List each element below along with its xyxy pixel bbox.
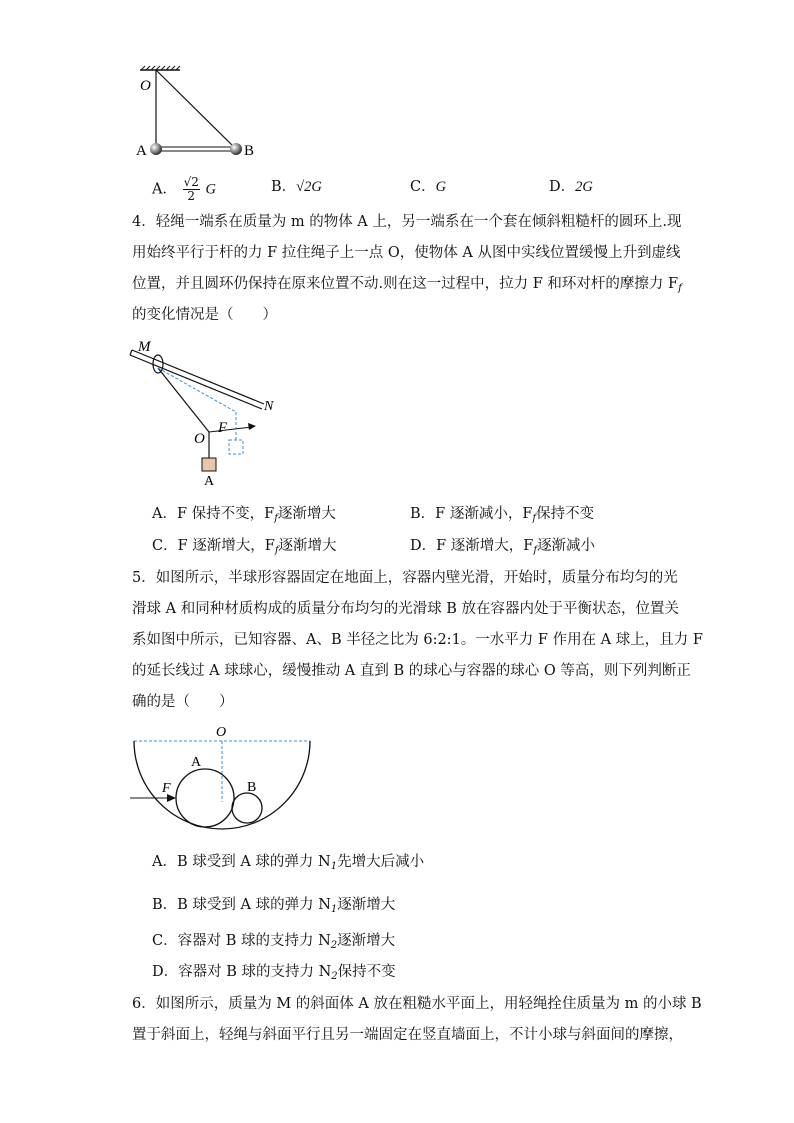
ball-b [232, 793, 262, 823]
force-arrow [209, 427, 252, 432]
ball-a [150, 143, 162, 155]
q4-option-c: C．F 逐渐增大，$F_f$逐渐增大 [152, 538, 337, 556]
q6-line-1: 6．如图所示，质量为 M 的斜面体 A 放在粗糙水平面上，用轻绳拴住质量为 m 的小球 B [132, 996, 702, 1012]
q5-line-5: 确的是（ ） [132, 694, 234, 710]
q4-option-d: D．F 逐渐增大，$F_f$逐渐减小 [410, 538, 596, 556]
rope-solid [158, 368, 209, 432]
inclined-rod [130, 350, 264, 409]
label-a: A [191, 755, 202, 770]
q3-figure [130, 60, 270, 170]
label-b: B [244, 143, 255, 159]
label-f: F [162, 781, 171, 796]
rope-dashed [158, 368, 236, 412]
q4-option-a: A．F 保持不变，$F_f$逐渐增大 [152, 506, 336, 524]
q4-line-1: 4．轻绳一端系在质量为 m 的物体 A 上，另一端系在一个套在倾斜粗糙杆的圆环上.现 [132, 214, 682, 230]
label-o: O [216, 725, 227, 740]
q3-option-d: D．2G [549, 179, 593, 195]
block-a [202, 458, 216, 471]
q3-option-b: B．√2G [271, 179, 322, 195]
ceiling-hatch [140, 66, 180, 70]
label-o: O [194, 431, 205, 447]
label-o: O [140, 78, 151, 94]
q5-option-b: B．B 球受到 A 球的弹力 $N_1$逐渐增大 [152, 897, 396, 915]
q5-figure [128, 722, 318, 832]
label-f: F [218, 420, 228, 436]
q3-option-c: C．G [410, 179, 447, 195]
hemisphere-container [134, 741, 310, 829]
q4-option-b: B．F 逐渐减小，$F_f$保持不变 [410, 506, 595, 524]
q6-line-2: 置于斜面上，轻绳与斜面平行且另一端固定在竖直墙面上，不计小球与斜面间的摩擦， [132, 1027, 683, 1043]
label-b: B [247, 780, 257, 795]
q3-option-a: A． $\frac{√2}{2}$ G [152, 175, 216, 203]
q5-line-4: 的延长线过 A 球球心，缓慢推动 A 直到 B 的球心与容器的球心 O 等高，则下列判断正 [132, 663, 691, 679]
ball-b [230, 143, 242, 155]
q5-option-a: A．B 球受到 A 球的弹力 $N_1$先增大后减小 [152, 854, 425, 872]
q4-line-2: 用始终平行于杆的力 F 拉住绳子上一点 O，使物体 A 从图中实线位置缓慢上升到虚线 [132, 245, 681, 261]
label-n: N [264, 399, 274, 414]
q5-option-c: C．容器对 B 球的支持力 $N_2$逐渐增大 [152, 933, 396, 951]
fraction: $\frac{√2}{2}$ [183, 175, 199, 203]
q5-option-d: D．容器对 B 球的支持力 $N_2$保持不变 [152, 964, 396, 982]
q4-line-4: 的变化情况是（ ） [132, 307, 277, 323]
q4-line-3: 位置，并且圆环仍保持在原来位置不动.则在这一过程中，拉力 F 和环对杆的摩擦力 $F_f$ [132, 276, 682, 294]
label-a: A [136, 143, 147, 159]
rope-ob [156, 70, 236, 149]
q5-line-1: 5．如图所示，半球形容器固定在地面上，容器内壁光滑，开始时，质量分布均匀的光 [132, 570, 678, 586]
q4-figure [128, 336, 288, 488]
ball-a [176, 769, 234, 827]
block-dashed [229, 440, 243, 454]
label-m: M [138, 339, 151, 355]
q5-line-2: 滑球 A 和同种材质构成的质量分布均匀的光滑球 B 放在容器内处于平衡状态，位置关 [132, 601, 680, 617]
label-a: A [204, 474, 215, 488]
q5-line-3: 系如图中所示，已知容器、A、B 半径之比为 6:2:1。一水平力 F 作用在 A 球上，且力 F [132, 632, 703, 648]
ring [153, 355, 163, 373]
